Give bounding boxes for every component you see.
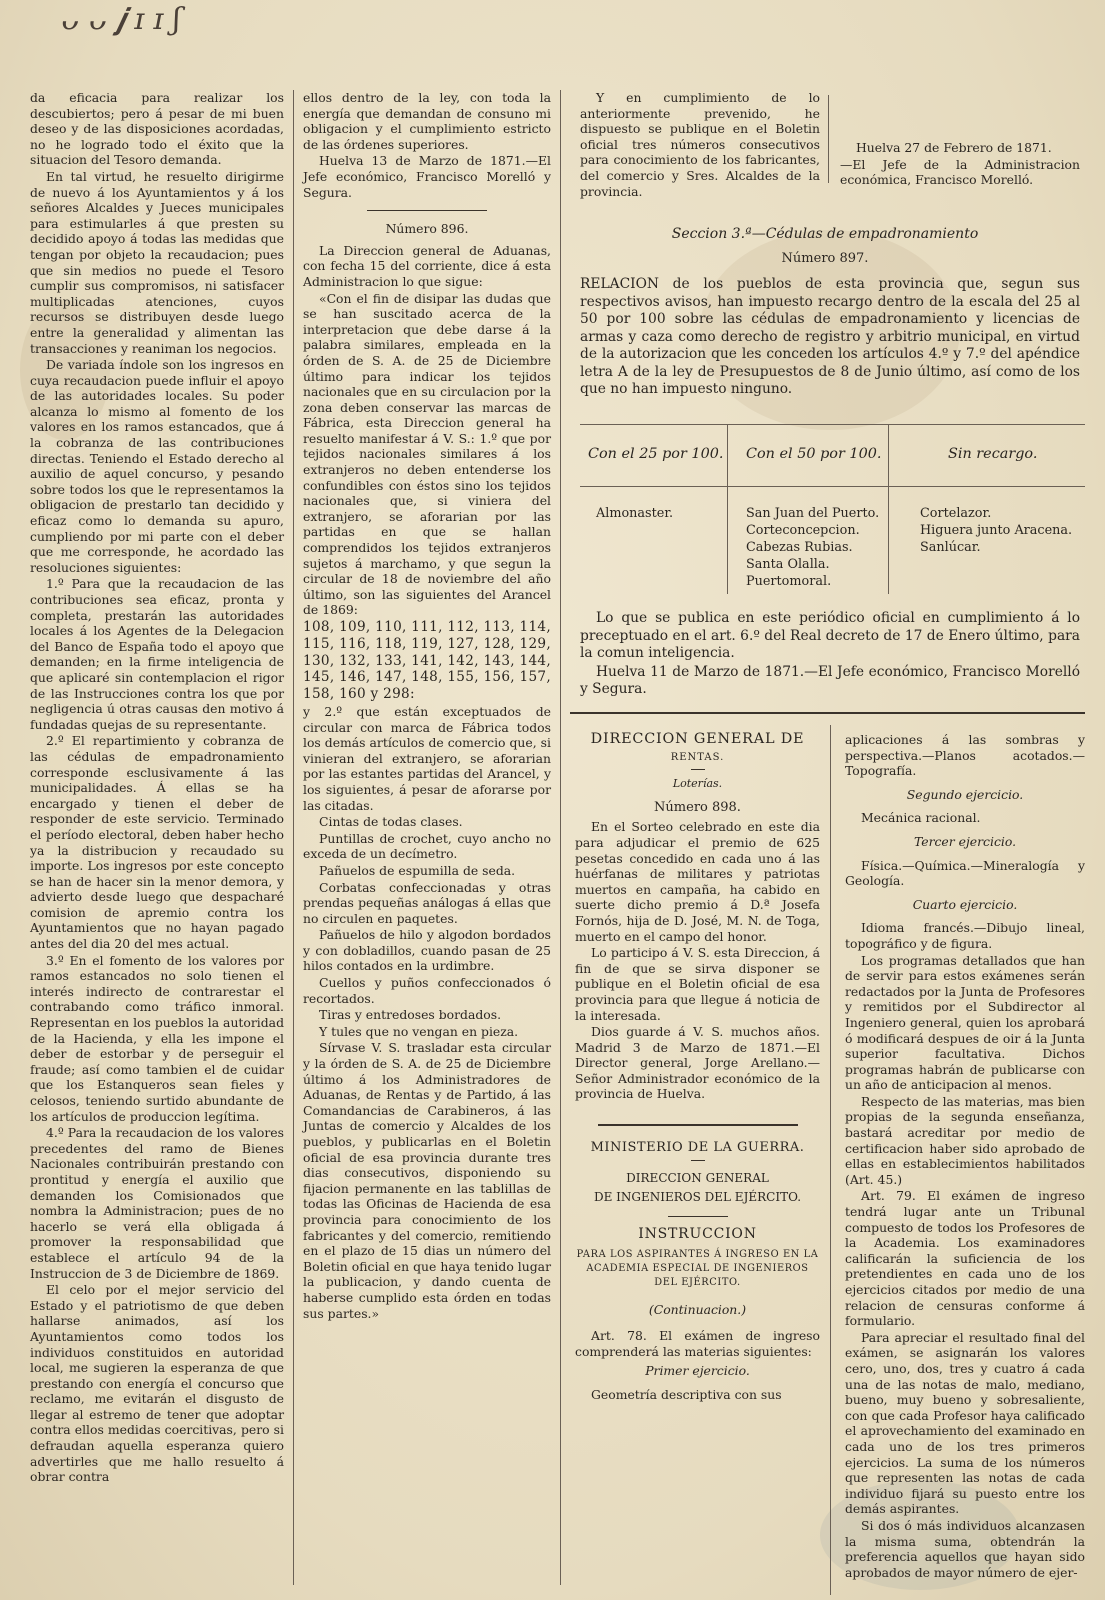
paragraph: 3.º En el fomento de los valores por ramos estancados no solo tienen el interés indirecto de contrarestar el contrabando como tráfico inmoral. Representan en los pueblos la autoridad de la Hacienda, y ella les impone el deber de estorbar y de perseguir el fraude; así como tambien el de cuidar que los Estanqueros sean fieles y celosos, teniendo surtido abundante de los artículos de produccion legítima. (30, 952, 284, 1124)
section-rule (570, 712, 1085, 714)
paragraph: El celo por el mejor servicio del Estado y el patriotismo de que deben hallarse animados, así los Ayuntamientos como todos los individuos constituidos en autoridad local, me sugieren la esperanza de que prestando con energía el concurso que reclamo, me evitarán el disgusto de llegar al estremo de tener que adoptar contra ellos medidas coercitivas, pero si defraudan aquella esperanza quiero advertirles que me hallo resuelto á obrar contra (30, 1282, 284, 1485)
table-cell: Cabezas Rubias. (746, 540, 853, 555)
table-divider (888, 424, 889, 594)
table-cell: San Juan del Puerto. (746, 506, 880, 521)
paragraph: Mecánica racional. (861, 810, 981, 826)
table-header: Sin recargo. (948, 446, 1038, 462)
paragraph: En el Sorteo celebrado en este dia para adjudicar el premio de 625 pesetas concedido en cada uno á las huérfanas de militares y patriotas muertos en campaña, ha cabido en suerte dicho premio á D.ª Josefa Fornós, hija de D. José, M. N. de Toga, muerto en el campo del honor. (575, 819, 820, 944)
direccion-title: DIRECCION GENERAL (626, 1170, 769, 1185)
paragraph: En tal virtud, he resuelto dirigirme de nuevo á los Ayuntamientos y á los señores Alcaldes y Jueces municipales para estimularles á que presten su decidido apoyo á todas las medidas que tengan por objeto la recaudacion; pues que sin medios no puede el Tesoro cumplir sus compromisos, ni satisfacer multiplicadas atenciones, cuyos recursos se distribuyen desde luego entre la generalidad y alimentan las transacciones y reaniman los negocios. (30, 168, 284, 356)
paragraph: Lo participo á V. S. esta Direccion, á fin de que se sirva disponer se publique en el Boletin oficial de esa provincia para que llegue á noticia de la interesada. (575, 945, 820, 1023)
table-cell: Higuera junto Aracena. (920, 523, 1073, 538)
separator (691, 769, 705, 770)
list-item: Tiras y entredoses bordados. (319, 1007, 502, 1023)
column-rule (830, 725, 831, 1595)
after-table (580, 610, 1080, 700)
subsection-title: Primer ejercicio. (645, 1363, 750, 1379)
table-cell: Cortelazor. (920, 506, 992, 521)
table-cell: Puertomoral. (746, 574, 832, 589)
separator (691, 1160, 705, 1161)
paragraph: Para apreciar el resultado final del exámen, se asignarán los valores cero, uno, dos, tres y cuatro á cada una de las notas de malo, mediano, bueno, muy bueno y sobresaliente, con que cada Profesor haya calificado el aprovechamiento del examinado en cada uno de los tres primeros ejercicios. La suma de los números que representen las notas de cada individuo fijará su puesto entre los demás aspirantes. (845, 1329, 1085, 1517)
column-1 (30, 90, 284, 1486)
paragraph: Lo que se publica en este periódico oficial en cumplimiento á lo preceptuado en el art. 6.º del Real decreto de 17 de Enero último, para la comun inteligencia. (580, 610, 1080, 661)
paragraph: De variada índole son los ingresos en cuya recaudacion puede influir el apoyo de las autoridades locales. Su poder alcanza lo mismo al fomento de los valores en los ramos estancados, que á la cobranza de las contribuciones directas. Teniendo el Estado derecho al auxilio de aquel concurso, y pesando sobre todos los que le representamos la obligacion de prestarlo tan decidido y eficaz como lo demanda su apuro, cumpliendo por mi parte con el deber que me corresponde, he acordado las resoluciones siguientes: (30, 357, 284, 575)
paragraph: Idioma francés.—Dibujo lineal, topográfico y de figura. (845, 920, 1085, 951)
column-rule (560, 90, 561, 1585)
list-item: Cuellos y puños confeccionados ó recortados. (303, 975, 551, 1006)
paragraph: Y en cumplimiento de lo anteriormente prevenido, he dispuesto se publique en el Boletin oficial tres números consecutivos para conocimiento de los fabricantes, del comercio y Sres. Alcaldes de la provincia. (580, 90, 820, 199)
column-5 (575, 732, 820, 1403)
notice-number: Número 898. (654, 799, 741, 815)
column-2 (303, 90, 551, 1322)
separator (367, 210, 487, 211)
column-rule (293, 90, 294, 1585)
column-rule (828, 95, 829, 183)
instruccion-title: INSTRUCCION (638, 1225, 757, 1242)
table-cell: Almonaster. (596, 506, 674, 521)
signature: —El Jefe de la Administracion económica, Francisco Morelló. (840, 156, 1080, 188)
continuation-label: (Continuacion.) (648, 1302, 747, 1318)
subsection-title: Cuarto ejercicio. (912, 896, 1018, 912)
paragraph: Los programas detallados que han de servir para estos exámenes serán redactados por la Junta de Profesores y remitidos por el Subdirector al Ingeniero general, quien los aprobará ó modificará despues de oir á la Junta superior facultativa. Dichos programas habrán de publicarse con un año de anticipacion al menos. (845, 952, 1085, 1093)
handwritten-marks: ᴗ ᴗ 𝒋 ɪ ɪ ʃ (60, 2, 181, 37)
paragraph: Geometría descriptiva con sus (591, 1386, 782, 1402)
table-header: Con el 25 por 100. (588, 446, 724, 462)
paragraph: Dios guarde á V. S. muchos años. Madrid 3 de Marzo de 1871.—El Director general, Jorge Arellano.—Señor Administrador económico de la provincia de Huelva. (575, 1024, 820, 1102)
relacion-text: RELACION de los pueblos de esta provincia que, segun sus respectivos avisos, han impuesto recargo dentro de la escala del 25 al 50 por 100 sobre las cédulas de empadronamiento y licencias de armas y caza como derecho de registro y arbitrio municipal, en virtud de la autorizacion que les conceden los artículos 4.º y 7.º del apéndice letra A de la ley de Presupuestos de 8 de Junio último, así como de los que no han impuesto ninguno. (580, 276, 1080, 397)
column-6 (845, 732, 1085, 1581)
paragraph: da eficacia para realizar los descubiertos; pero á pesar de mi buen deseo y de las disposiciones acordadas, no he logrado todo el éxito que la situacion del Tesoro demanda. (30, 90, 284, 168)
table-header: Con el 50 por 100. (746, 446, 882, 462)
notice-number: Número 896. (385, 221, 469, 237)
paragraph: 4.º Para la recaudacion de los valores precedentes del ramo de Bienes Nacionales contribuirán prestando con prontitud y energía el auxilio que demanden los Comisionados que nombra la Administracion; pues de no hacerlo se verá ella obligada á promover la responsabilidad que establece el artículo 94 de la Instruccion de 3 de Diciembre de 1869. (30, 1125, 284, 1281)
paragraph: «Con el fin de disipar las dudas que se han suscitado acerca de la interpretacion que debe darse á la palabra similares, empleada en la órden de S. A. de 25 de Diciembre último para indicar los tejidos nacionales que en su circulacion por la zona deben conservar las marcas de Fábrica, esta Direccion general ha resuelto manifestar á V. S.: 1.º que por tejidos nacionales similares á los extranjeros no deben entenderse los confundibles con éstos sino los tejidos nacionales que, si viniera del extranjero, se aforarian por las partidas en que se hallan comprendidos los tejidos extranjeros sujetos á marchamo, y que segun la circular de 18 de noviembre del año último, son las siguientes del Arancel de 1869: (303, 290, 551, 618)
signature: Huelva 11 de Marzo de 1871.—El Jefe económico, Francisco Morelló y Segura. (580, 663, 1080, 697)
list-item: Corbatas confeccionadas y otras prendas pequeñas análogas á ellas que no circulen en paquetes. (303, 879, 551, 926)
paragraph: 2.º El repartimiento y cobranza de las cédulas de empadronamiento corresponde esclusivamente á las municipalidades. Á ellas se ha encargado y tienen el deber de responder de este servicio. Terminado el período electoral, deben haber hecho ya la distribucion y recaudado su importe. Los ingresos por este concepto se han de hacer sin la menor demora, y advierto desde luego que despacharé comision de apremio contra los Ayuntamientos que no hayan pagado antes del dia 20 del mes actual. (30, 733, 284, 952)
paragraph: aplicaciones á las sombras y perspectiva.—Planos acotados.—Topografía. (845, 732, 1085, 779)
separator (598, 1124, 798, 1126)
paragraph: Sírvase V. S. trasladar esta circular y la órden de S. A. de 25 de Diciembre último á los Administradores de Aduanas, de Rentas y de Partido, á las Comandancias de Carabineros, á las Juntas de comercio y Alcaldes de los pueblos, y publicarlas en el Boletin oficial de esa provincia durante tres dias consecutivos, disponiendo su fijacion permanente en las tablillas de todas las Oficinas de Hacienda de esa provincia para conocimiento de los fabricantes y del comercio, remitiendo en el plazo de 15 dias un número del Boletin oficial en que haya tenido lugar la publicacion, y dando cuenta de haberse cumplido esta órden en todas sus partes.» (303, 1040, 551, 1321)
table-cell: Santa Olalla. (746, 557, 830, 572)
table-cell: Corteconcepcion. (746, 523, 860, 538)
table-border (580, 424, 1085, 425)
column-4-top (840, 140, 1080, 189)
rentas-title: DIRECCION GENERAL DE (590, 731, 805, 747)
instruccion-subtitle: PARA LOS ASPIRANTES Á INGRESO EN LA ACADEMIA ESPECIAL DE INGENIEROS DEL EJÉRCITO. (576, 1249, 819, 1289)
ministerio-title: MINISTERIO DE LA GUERRA. (590, 1140, 805, 1156)
table-cell: Sanlúcar. (920, 540, 981, 555)
list-item: Pañuelos de hilo y algodon bordados y con dobladillos, cuando pasan de 25 hilos contados en la urdimbre. (303, 927, 551, 974)
paragraph: y 2.º que están exceptuados de circular con marca de Fábrica todos los demás artículos de comercio que, si vinieran del extranjero, se aforarian por las estantes partidas del Arancel, y los siguientes, á pesar de aforarse por las citadas. (303, 703, 551, 813)
list-item: Puntillas de crochet, cuyo ancho no exceda de un decímetro. (303, 830, 551, 862)
paragraph: Art. 79. El exámen de ingreso tendrá lugar ante un Tribunal compuesto de todos los Profesores de la Academia. Los examinadores calificarán la suficiencia de los pretendientes en cada uno de los ejercicios citados por medio de una relacion de censuras conforme á formulario. (845, 1188, 1085, 1329)
list-item: Pañuelos de espumilla de seda. (319, 862, 516, 878)
table-divider (727, 424, 728, 594)
date-line: Huelva 27 de Febrero de 1871. (856, 140, 1052, 155)
relacion-block (580, 276, 1080, 400)
tariff-numbers: 108, 109, 110, 111, 112, 113, 114, 115, 116, 118, 119, 127, 128, 129, 130, 132, 133, 141, 142, 143, 144, 145, 146, 147, 148, 155, 156, 157, 158, 160 y 298: (303, 619, 551, 703)
subsection-title: Tercer ejercicio. (913, 833, 1017, 849)
paragraph: Física.—Química.—Mineralogía y Geología. (845, 857, 1085, 889)
signature: Huelva 13 de Marzo de 1871.—El Jefe económico, Francisco Morelló y Segura. (303, 153, 551, 200)
column-3-top (580, 90, 820, 200)
paragraph: ellos dentro de la ley, con toda la energía que demandan de consuno mi obligacion y el cumplimiento estricto de las órdenes superiores. (303, 90, 551, 152)
separator (668, 1216, 728, 1217)
paragraph: La Direccion general de Aduanas, con fecha 15 del corriente, dice á esta Administracion lo que sigue: (303, 242, 551, 289)
paragraph: Si dos ó más individuos alcanzasen la misma suma, obtendrán la preferencia aquellos que hayan sido aprobados de mayor número de ejer- (845, 1517, 1085, 1580)
paragraph: Art. 78. El exámen de ingreso comprenderá las materias siguientes: (575, 1328, 820, 1359)
ingenieros-title: DE INGENIEROS DEL EJÉRCITO. (593, 1190, 802, 1205)
subsection-title: Segundo ejercicio. (906, 786, 1024, 802)
rentas-subtitle: RENTAS. (670, 751, 725, 763)
section-title: Loterías. (672, 777, 723, 791)
notice-number: Número 897. (781, 251, 869, 266)
table-border (580, 486, 1085, 487)
section-title: Seccion 3.ª—Cédulas de empadronamiento (671, 226, 979, 242)
list-item: Y tules que no vengan en pieza. (319, 1023, 519, 1039)
paragraph: Respecto de las materias, mas bien propias de la segunda enseñanza, bastará acreditar por medio de certificacion haber sido aprobado de ellas en establecimientos habilitados (Art. 45.) (845, 1093, 1085, 1187)
paragraph: 1.º Para que la recaudacion de las contribuciones sea eficaz, pronta y completa, prestarán las autoridades locales á los Agentes de la Delegacion del Banco de España todo el apoyo que demanden; en la firme inteligencia de que aplicaré sin contemplacion el rigor de las Instrucciones contra los que por negligencia ú otras causas den motivo á fundadas quejas de su representante. (30, 576, 284, 732)
list-item: Cintas de todas clases. (319, 814, 463, 830)
